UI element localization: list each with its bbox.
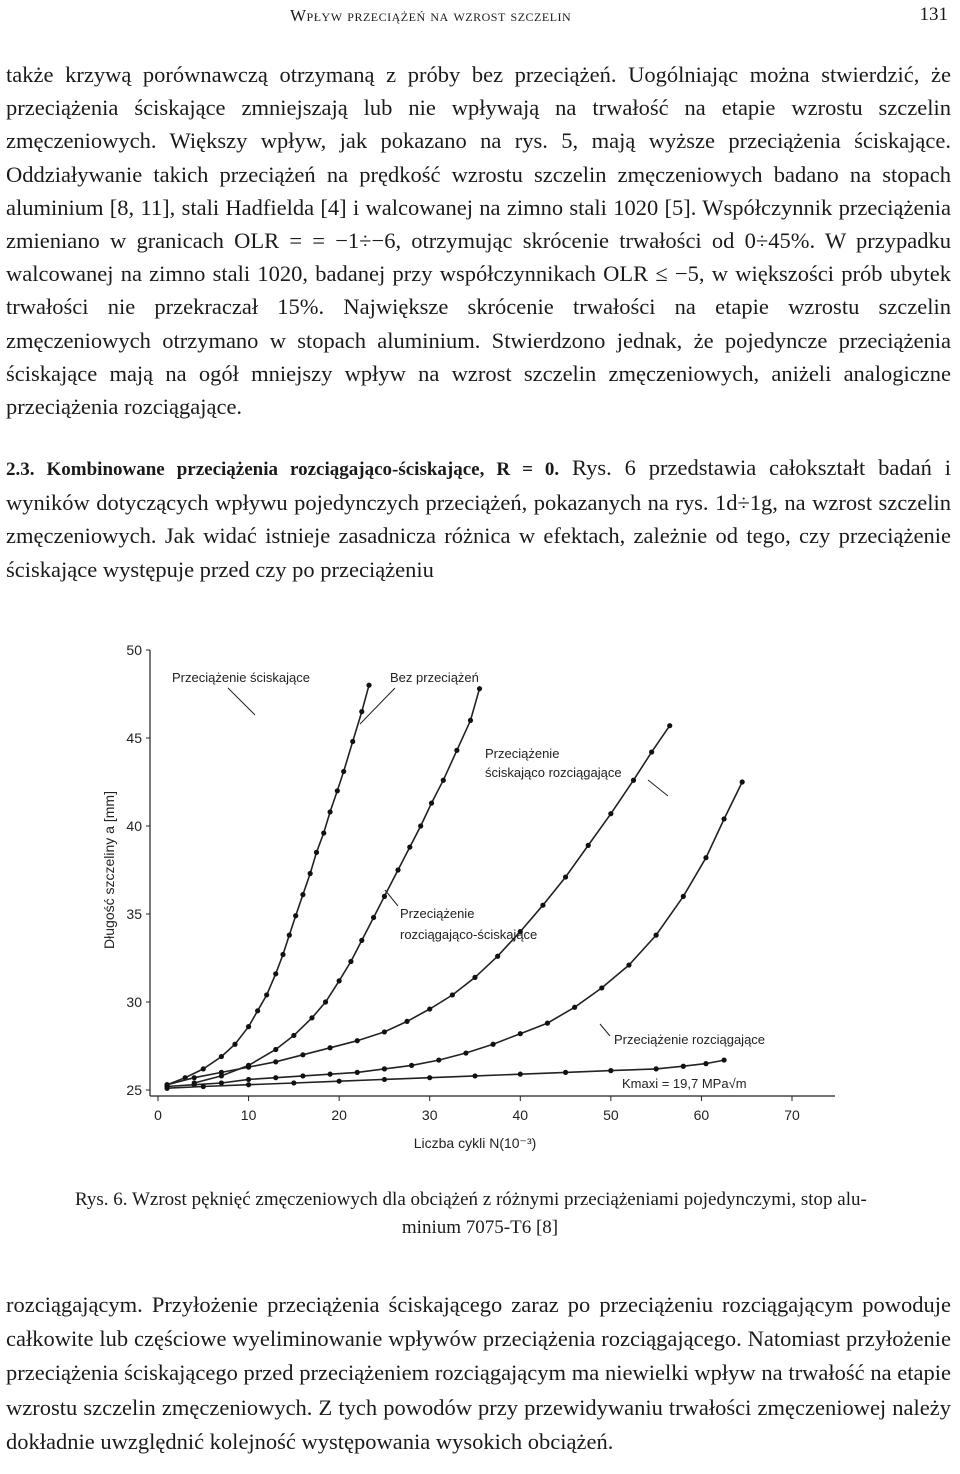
x-axis-label: Liczba cykli N(10⁻³) xyxy=(413,1135,537,1151)
y-tick-label: 45 xyxy=(126,730,142,746)
figure-6 xyxy=(0,620,960,1180)
data-point xyxy=(540,903,545,908)
data-point xyxy=(323,999,328,1004)
data-point xyxy=(327,1072,332,1077)
data-point xyxy=(293,913,298,918)
curve-label: Przeciążenie rozciągające xyxy=(614,1032,766,1047)
caption-line-1: Rys. 6. Wzrost pęknięć zmęczeniowych dla obciążeń z różnymi przeciążeniami pojedynczymi, stop alu- xyxy=(75,1189,867,1210)
data-point xyxy=(518,1072,523,1077)
x-tick-label: 50 xyxy=(603,1107,619,1123)
running-title: Wpływ przeciążeń na wzrost szczelin xyxy=(290,6,572,25)
data-point xyxy=(608,1068,613,1073)
paragraph-1: także krzywą porównawczą otrzymaną z próby bez przeciążeń. Uogólniając można stwierdzić, że przeciążenia ściskające zmniejszają lub nie wpływają na trwałość na etapie wzrostu szczelin zmęczeniowych. Większy wpływ, jak pokazano na rys. 5, mają wyższe przeciążenia ściskające. Oddziaływanie takich przeciążeń na prędkość wzrostu szczelin zmęczeniowych badano na stopach aluminium [8, 11], stali Hadfielda [4] i walcowanej na zimno stali 1020 [5]. Współczynnik przeciążenia zmieniano w granicach OLR = = −1÷−6, otrzymując skrócenie trwałości od 0÷45%. W przypadku walcowanej na zimno stali 1020, badanej przy współczynnikach OLR ≤ −5, w większości prób ubytek trwałości nie przekraczał 15%. Największe skrócenie trwałości na etapie wzrostu szczelin zmęczeniowych otrzymano w stopach aluminium. Stwierdzono jednak, że pojedyncze przeciążenia ściskające mają na ogół mniejszy wpływ na wzrost szczelin zmęczeniowych, aniżeli analogiczne przeciążenia rozciągające. xyxy=(6,62,951,420)
kmax-annotation: Kmaxi = 19,7 MPa√m xyxy=(622,1076,747,1091)
data-point xyxy=(255,1008,260,1013)
data-point xyxy=(300,1073,305,1078)
curve-label: Przeciążenie ściskające xyxy=(172,670,311,685)
data-point xyxy=(371,915,376,920)
data-point xyxy=(418,823,423,828)
curve-label: Przeciążenie xyxy=(400,906,475,921)
data-point xyxy=(429,801,434,806)
paragraph-2-body: Rys. 6 przedstawia całokształt badań i wyników dotyczących wpływu pojedynczych przeciążeń, pokazanych na rys. 1d÷1g, na wzrost szczelin zmęczeniowych. Jak widać istnieje zasadnicza różnica w efektach, zależnie od tego, czy przeciążenie ściskające występuje przed czy po przeciążeniu xyxy=(6,455,951,582)
x-tick-label: 20 xyxy=(331,1107,347,1123)
data-point xyxy=(450,992,455,997)
leader-line xyxy=(385,890,398,906)
y-tick-label: 40 xyxy=(126,818,142,834)
data-point xyxy=(219,1080,224,1085)
section-heading: 2.3. Kombinowane przeciążenia rozciągająco-ściskające, R = 0. xyxy=(6,459,560,480)
leader-line xyxy=(360,688,395,724)
data-point xyxy=(337,978,342,983)
y-tick-label: 30 xyxy=(126,994,142,1010)
data-point xyxy=(273,1047,278,1052)
data-point xyxy=(608,811,613,816)
data-point xyxy=(264,992,269,997)
data-point xyxy=(463,1050,468,1055)
data-point xyxy=(382,1066,387,1071)
leader-line xyxy=(228,688,255,715)
data-point xyxy=(586,843,591,848)
x-tick-label: 40 xyxy=(512,1107,529,1123)
data-point xyxy=(740,779,745,784)
data-point xyxy=(219,1054,224,1059)
data-point xyxy=(246,1077,251,1082)
data-point xyxy=(407,845,412,850)
curve-label: rozciągająco-ściskające xyxy=(400,927,538,942)
data-point xyxy=(703,855,708,860)
series-line xyxy=(194,689,479,1083)
crack-growth-chart xyxy=(0,620,960,1180)
data-point xyxy=(454,748,459,753)
data-point xyxy=(359,938,364,943)
data-point xyxy=(649,749,654,754)
data-point xyxy=(563,874,568,879)
data-point xyxy=(273,971,278,976)
y-tick-label: 25 xyxy=(126,1082,142,1098)
data-point xyxy=(654,1066,659,1071)
data-point xyxy=(518,1031,523,1036)
data-point xyxy=(164,1086,169,1091)
x-tick-label: 0 xyxy=(154,1107,162,1123)
data-point xyxy=(350,739,355,744)
data-point xyxy=(348,959,353,964)
data-point xyxy=(427,1006,432,1011)
data-point xyxy=(436,1057,441,1062)
paragraph-2 xyxy=(6,451,951,586)
data-point xyxy=(337,1079,342,1084)
data-point xyxy=(721,816,726,821)
data-point xyxy=(201,1066,206,1071)
series-line xyxy=(167,685,369,1084)
y-tick-label: 35 xyxy=(126,906,142,922)
leader-line xyxy=(648,780,668,796)
data-point xyxy=(327,809,332,814)
data-point xyxy=(355,1038,360,1043)
paragraph-3: rozciągającym. Przyłożenie przeciążenia ściskającego zaraz po przeciążeniu rozciągającym powoduje całkowite lub częściowe wyeliminowanie wpływów przeciążenia rozciągającego. Natomiast przyłożenie przeciążenia ściskającego przed przeciążeniem rozciągającym ma niewielki wpływ na trwałość na etapie wzrostu szczelin zmęczeniowych. Z tych powodów przy przewidywaniu trwałości zmęczeniowej należy dokładnie uwzględnić kolejność występowania wysokich obciążeń. xyxy=(6,1292,951,1454)
data-point xyxy=(309,1015,314,1020)
page-number: 131 xyxy=(919,4,948,25)
data-point xyxy=(308,871,313,876)
data-point xyxy=(273,1075,278,1080)
data-point xyxy=(201,1084,206,1089)
data-point xyxy=(273,1059,278,1064)
data-point xyxy=(246,1082,251,1087)
data-point xyxy=(192,1075,197,1080)
data-point xyxy=(341,769,346,774)
data-point xyxy=(291,1080,296,1085)
data-point xyxy=(287,933,292,938)
data-point xyxy=(246,1065,251,1070)
data-point xyxy=(441,778,446,783)
curve-label: Bez przeciążeń xyxy=(390,670,479,685)
x-tick-label: 70 xyxy=(784,1107,800,1123)
data-point xyxy=(382,1077,387,1082)
curve-label: Przeciążenie xyxy=(485,746,560,761)
data-point xyxy=(468,718,473,723)
data-point xyxy=(280,952,285,957)
data-point xyxy=(355,1070,360,1075)
data-point xyxy=(366,683,371,688)
data-point xyxy=(300,892,305,897)
data-point xyxy=(545,1021,550,1026)
data-point xyxy=(572,1005,577,1010)
data-point xyxy=(703,1061,708,1066)
data-point xyxy=(599,985,604,990)
data-point xyxy=(667,723,672,728)
data-point xyxy=(681,894,686,899)
data-point xyxy=(409,1063,414,1068)
data-point xyxy=(382,1029,387,1034)
page-header xyxy=(0,0,960,40)
data-point xyxy=(382,894,387,899)
x-tick-label: 10 xyxy=(240,1107,257,1123)
data-point xyxy=(335,788,340,793)
data-point xyxy=(495,954,500,959)
data-point xyxy=(472,975,477,980)
data-point xyxy=(681,1064,686,1069)
data-point xyxy=(395,867,400,872)
leader-line xyxy=(600,1024,610,1036)
data-point xyxy=(404,1019,409,1024)
curve-label: ściskająco rozciągające xyxy=(485,765,622,780)
data-point xyxy=(626,962,631,967)
data-point xyxy=(631,778,636,783)
data-point xyxy=(427,1075,432,1080)
data-point xyxy=(477,686,482,691)
data-point xyxy=(314,850,319,855)
data-point xyxy=(359,709,364,714)
x-tick-label: 30 xyxy=(421,1107,438,1123)
data-point xyxy=(321,830,326,835)
data-point xyxy=(232,1042,237,1047)
data-point xyxy=(219,1070,224,1075)
data-point xyxy=(491,1042,496,1047)
y-axis-label: Długość szczeliny a [mm] xyxy=(101,791,117,949)
data-point xyxy=(563,1070,568,1075)
data-point xyxy=(654,933,659,938)
data-point xyxy=(300,1052,305,1057)
data-point xyxy=(327,1045,332,1050)
data-point xyxy=(472,1073,477,1078)
y-tick-label: 50 xyxy=(126,642,142,658)
data-point xyxy=(721,1057,726,1062)
data-point xyxy=(246,1024,251,1029)
x-tick-label: 60 xyxy=(693,1107,710,1123)
data-point xyxy=(291,1033,296,1038)
caption-line-2: minium 7075-T6 [8] xyxy=(401,1217,559,1238)
